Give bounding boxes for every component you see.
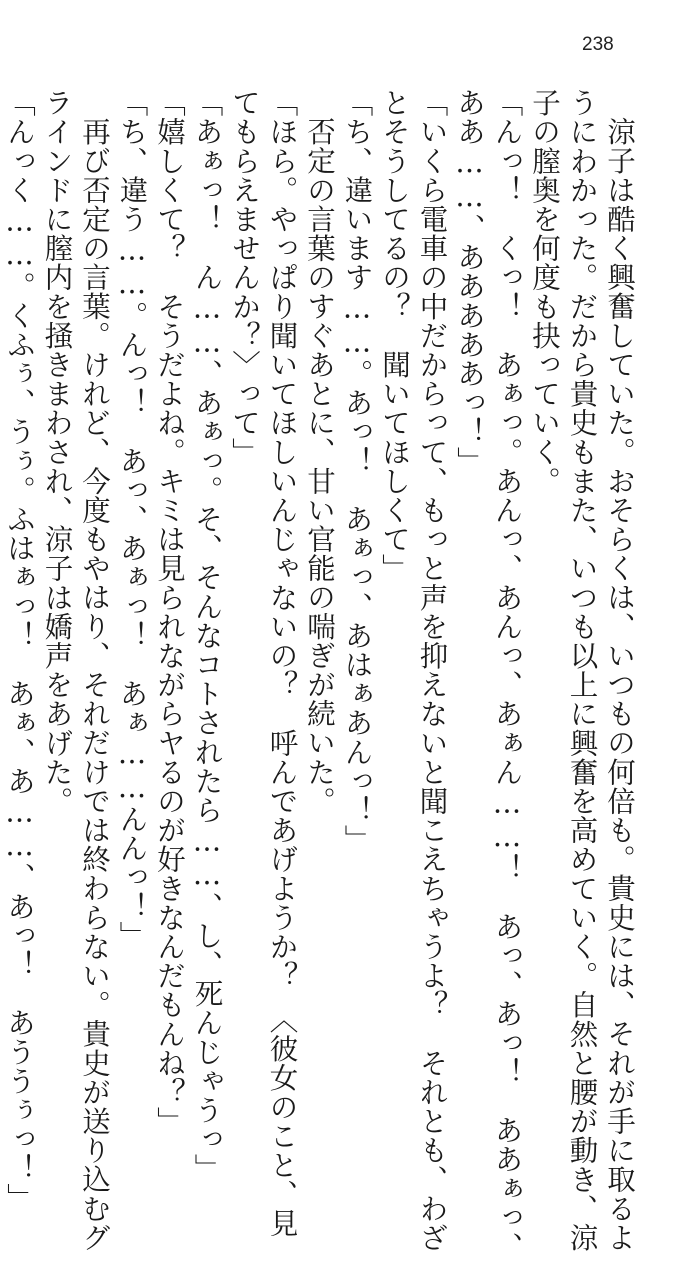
text-line: 子の膣奥を何度も抉っていく。: [528, 88, 561, 496]
page-number: 238: [582, 34, 614, 55]
text-line: ラインドに膣内を掻きまわされ、涼子は嬌声をあげた。: [40, 88, 74, 816]
text-line: てもらえませんか？〉って」: [228, 88, 261, 467]
text-line: 涼子は酷く興奮していた。おそらくは、いつもの何倍も。貴史には、それが手に取るよ: [603, 116, 636, 1252]
vertical-text-body: [1, 88, 639, 1261]
text-line: 「ち、違う……。んっ！ あっ、あぁっ！ あぁ……んんっ！」: [115, 88, 149, 950]
text-line: 「いくら電車の中だからって、もっと声を抑えないと聞こえちゃうよ？ それとも、わざ: [415, 88, 449, 1252]
text-line: 再び否定の言葉。けれど、今度もやはり、それだけでは終わらない。貴史が送り込むグ: [78, 116, 111, 1252]
text-line: 「んっく……。くふぅ、うぅ。ふはぁっ！ あぁ、あ……、あっ！ あううぅっ！」: [3, 88, 36, 1212]
text-line: ああ……、あああああっ！」: [453, 88, 486, 476]
text-line: 「んっ！ くっ！ あぁっ。あんっ、あんっ、あぁん……！ あっ、あっ！ ああぁっ、: [490, 88, 524, 1261]
text-line: 「ほら。やっぱり聞いてほしいんじゃないの？ 呼んであげようか？ 〈彼女のこと、見: [265, 88, 299, 1238]
text-line: うにわかった。だから貴史もまた、いつも以上に興奮を高めていく。自然と腰が動き、涼: [565, 88, 599, 1252]
text-line: 「嬉しくて？ そうだよね。キミは見られながらヤるのが好きなんだもんね？」: [153, 88, 186, 1136]
text-line: 否定の言葉のすぐあとに、甘い官能の喘ぎが続いた。: [303, 116, 336, 815]
text-line: 「ち、違います……。あっ！ あぁっ、あはぁあんっ！」: [340, 88, 374, 854]
text-line: 「あぁっ！ ん……、あぁっ。そ、そんなコトされたら……、し、死んじゃうっ」: [190, 88, 224, 1183]
text-line: とそうしてるの？ 聞いてほしくて」: [378, 88, 411, 583]
